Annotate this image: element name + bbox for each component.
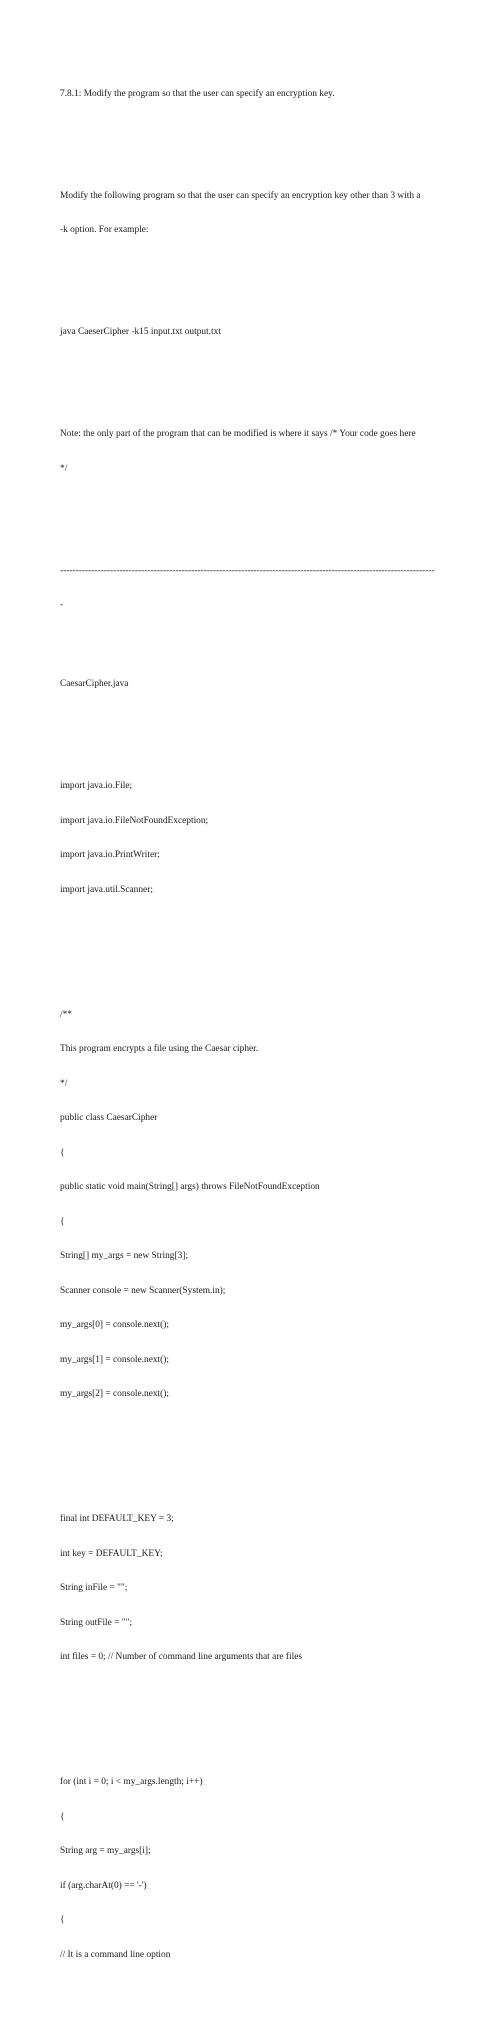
code-line: { (60, 1147, 65, 1158)
code-line: public static void main(String[] args) throws FileNotFoundException (60, 1182, 320, 1192)
class-header-block (60, 987, 445, 1424)
section-heading: 7.8.1: Modify the program so that the user can specify an encryption key. (60, 88, 335, 99)
code-line: { (60, 1915, 65, 1925)
code-line: { (60, 1811, 65, 1822)
separator-tail: - (60, 600, 64, 610)
code-line: if (arg.charAt(0) == '-') (60, 1880, 147, 1891)
code-line: String outFile = ""; (60, 1617, 133, 1628)
note-line: Note: the only part of the program that can be modified is where it says /* Your code goes here (60, 429, 416, 439)
code-line: int key = DEFAULT_KEY; (60, 1548, 163, 1559)
code-line: my_args[0] = console.next(); (60, 1320, 169, 1330)
code-line: for (int i = 0; i < my_args.length; i++) (60, 1777, 203, 1787)
code-line: my_args[2] = console.next(); (60, 1389, 169, 1399)
intro-paragraph (60, 168, 445, 260)
intro-line: Modify the following program so that the user can specify an encryption key other than 3 with a (60, 190, 421, 201)
code-line: Scanner console = new Scanner(System.in); (60, 1285, 226, 1296)
code-line: // It is a command line option (60, 1949, 171, 1960)
import-line: import java.io.File; (60, 781, 133, 791)
declarations-block (60, 1491, 445, 1687)
example-command: java CaeserCipher -k15 input.txt output.txt (60, 327, 221, 337)
code-line: */ (60, 1078, 68, 1089)
intro-line: -k option. For example: (60, 225, 149, 235)
code-line: This program encrypts a file using the Caesar cipher. (60, 1044, 259, 1054)
code-line: public class CaesarCipher (60, 1113, 158, 1123)
document-body (60, 54, 445, 2019)
import-line: import java.io.FileNotFoundException; (60, 815, 209, 826)
code-line: int files = 0; // Number of command line arguments that are files (60, 1652, 303, 1662)
code-line: String arg = my_args[i]; (60, 1846, 151, 1856)
import-line: import java.io.PrintWriter; (60, 850, 160, 860)
loop-block (60, 1754, 445, 1984)
note-line: */ (60, 463, 68, 474)
import-line: import java.util.Scanner; (60, 884, 153, 895)
code-line: my_args[1] = console.next(); (60, 1354, 169, 1365)
code-line: String inFile = ""; (60, 1583, 128, 1593)
filename-label: CaesarCipher.java (60, 679, 129, 689)
import-block (60, 758, 445, 919)
code-line: final int DEFAULT_KEY = 3; (60, 1514, 174, 1524)
code-line: String[] my_args = new String[3]; (60, 1251, 189, 1261)
separator-line: ------------------------------------------------------------------------------------------------------------------------ (60, 565, 435, 576)
code-line: /** (60, 1009, 72, 1020)
code-line: { (60, 1216, 65, 1227)
note-paragraph (60, 406, 445, 498)
